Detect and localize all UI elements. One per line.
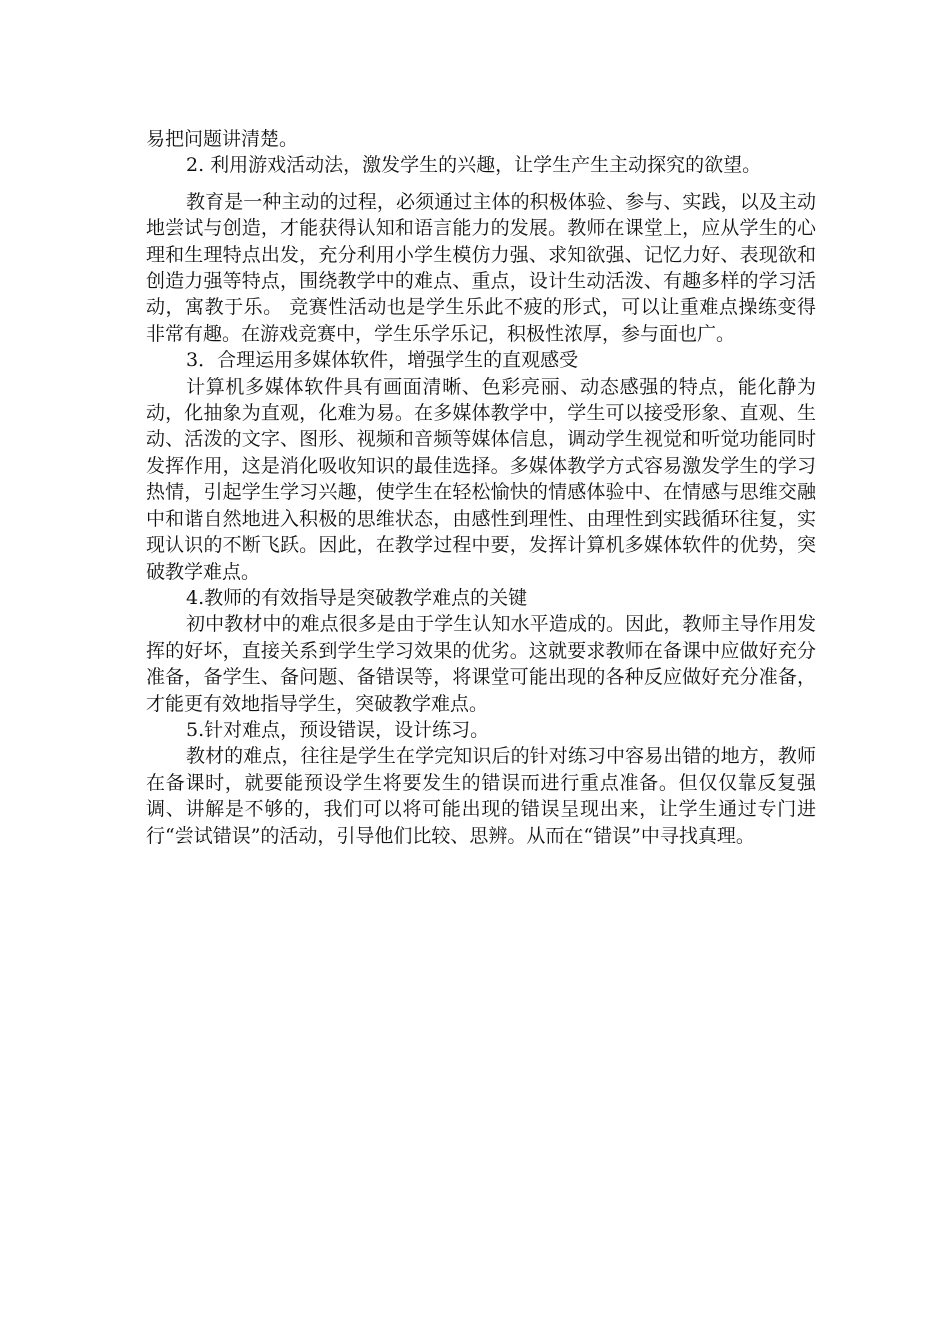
paragraph-continuation: 易把问题讲清楚。 bbox=[146, 128, 299, 150]
document-body bbox=[146, 126, 816, 849]
heading-item-3: 3．合理运用多媒体软件，增强学生的直观感受 bbox=[186, 349, 579, 372]
paragraph-education: 教育是一种主动的过程，必须通过主体的积极体验、参与、实践，以及主动地尝试与创造，才能获得认知和语言能力的发展。教师在课堂上，应从学生的心理和生理特点出发，充分利用小学生模仿力强、求知欲强、记忆力好、表现欲和创造力强等特点，围绕教学中的难点、重点，设计生动活泼、有趣多样的学习活动，寓教于乐。 竞赛性活动也是学生乐此不疲的形式，可以让重难点操练变得非常有趣。在游戏竞赛中，学生乐学乐记，积极性浓厚，参与面也广。 bbox=[146, 190, 816, 345]
heading-item-4: 4.教师的有效指导是突破教学难点的关键 bbox=[186, 586, 528, 609]
paragraph-preset-errors: 教材的难点，往往是学生在学完知识后的针对练习中容易出错的地方，教师在备课时，就要能预设学生将要发生的错误而进行重点准备。但仅仅靠反复强调、讲解是不够的，我们可以将可能出现的错误呈现出来，让学生通过专门进行“尝试错误”的活动，引导他们比较、思辨。从而在“错误”中寻找真理。 bbox=[146, 745, 816, 847]
heading-item-5: 5.针对难点，预设错误，设计练习。 bbox=[186, 718, 490, 741]
paragraph-multimedia: 计算机多媒体软件具有画面清晰、色彩亮丽、动态感强的特点，能化静为动，化抽象为直观，化难为易。在多媒体教学中，学生可以接受形象、直观、生动、活泼的文字、图形、视频和音频等媒体信息，调动学生视觉和听觉功能同时发挥作用，这是消化吸收知识的最佳选择。多媒体教学方式容易激发学生的学习热情，引起学生学习兴趣，使学生在轻松愉快的情感体验中、在情感与思维交融中和谐自然地进入积极的思维状态，由感性到理性、由理性到实践循环往复，实现认识的不断飞跃。因此，在教学过程中要，发挥计算机多媒体软件的优势，突破教学难点。 bbox=[146, 375, 816, 583]
heading-item-2: 2. 利用游戏活动法，激发学生的兴趣，让学生产生主动探究的欲望。 bbox=[186, 154, 762, 177]
paragraph-teacher-guidance: 初中教材中的难点很多是由于学生认知水平造成的。因此，教师主导作用发挥的好坏，直接关系到学生学习效果的优劣。这就要求教师在备课中应做好充分准备，备学生、备问题、备错误等，将课堂可能出现的各种反应做好充分准备，才能更有效地指导学生，突破教学难点。 bbox=[146, 613, 816, 715]
